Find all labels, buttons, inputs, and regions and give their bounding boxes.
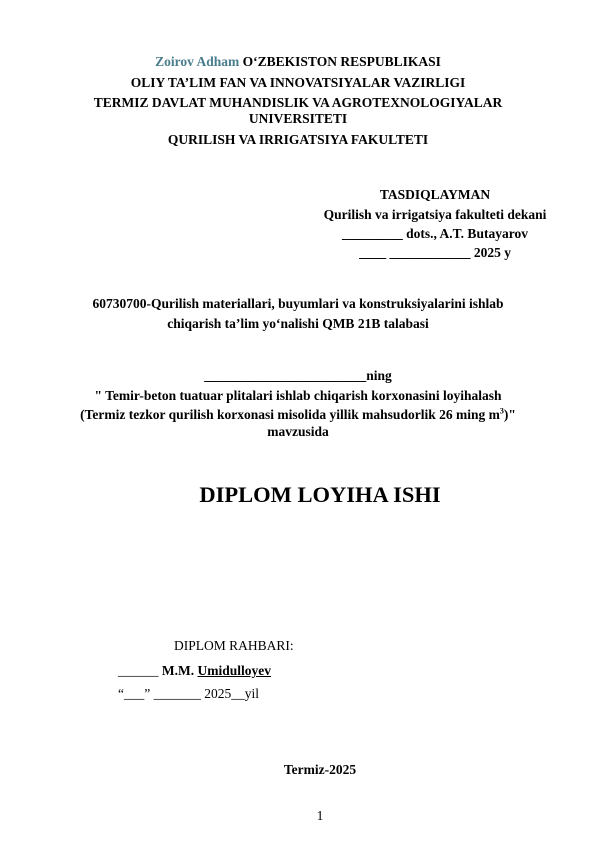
approval-date: ____ ____________ 2025 y — [359, 245, 511, 260]
topic-line-2 — [0, 407, 596, 423]
supervisor-initials: M.M. — [161, 663, 195, 678]
topic-line-2-text: (Termiz tezkor qurilish korxonasi misolida yillik mahsudorlik 26 ming m — [80, 407, 500, 422]
approval-signature: _________ dots., A.T. Butayarov — [342, 226, 528, 241]
program-line-1: 60730700-Qurilish materiallari, buyumlari va konstruksiyalarini ishlab — [92, 296, 504, 311]
topic-line-2-end: )" — [503, 407, 516, 422]
header-line-1 — [0, 54, 596, 70]
supervisor-name-line — [118, 663, 271, 679]
student-name-line: ________________________ning — [204, 368, 392, 383]
approval-position: Qurilish va irrigatsiya fakulteti dekani — [323, 207, 547, 222]
approval-title: TASDIQLAYMAN — [379, 187, 491, 202]
university-name: TERMIZ DAVLAT MUHANDISLIK VA AGROTEXNOLOGIYALAR — [93, 95, 503, 110]
supervisor-signature-blank: ______ — [118, 663, 159, 678]
document-title: DIPLOM LOYIHA ISHI — [199, 482, 441, 507]
page-number: 1 — [316, 808, 324, 823]
ministry-name: OLIY TA’LIM FAN VA INNOVATSIYALAR VAZIRLIGI — [130, 75, 466, 90]
program-line-2: chiqarish ta’lim yo‘nalishi QMB 21B talabasi — [167, 316, 429, 331]
university-name-cont: UNIVERSITETI — [248, 111, 348, 126]
supervisor-surname: Umidulloyev — [197, 663, 271, 678]
supervisor-label: DIPLOM RAHBARI: — [174, 638, 294, 653]
country-name: O‘ZBEKISTON RESPUBLIKASI — [242, 54, 441, 69]
topic-line-3: mavzusida — [267, 424, 329, 439]
city-year: Termiz-2025 — [283, 762, 357, 777]
supervisor-date: “___” _______ 2025__yil — [118, 686, 259, 701]
faculty-name: QURILISH VA IRRIGATSIYA FAKULTETI — [167, 132, 429, 147]
topic-superscript: 3 — [499, 406, 504, 416]
author-name: Zoirov Adham — [155, 54, 240, 69]
topic-line-1: " Temir-beton tuatuar plitalari ishlab chiqarish korxonasini loyihalash — [94, 388, 502, 403]
